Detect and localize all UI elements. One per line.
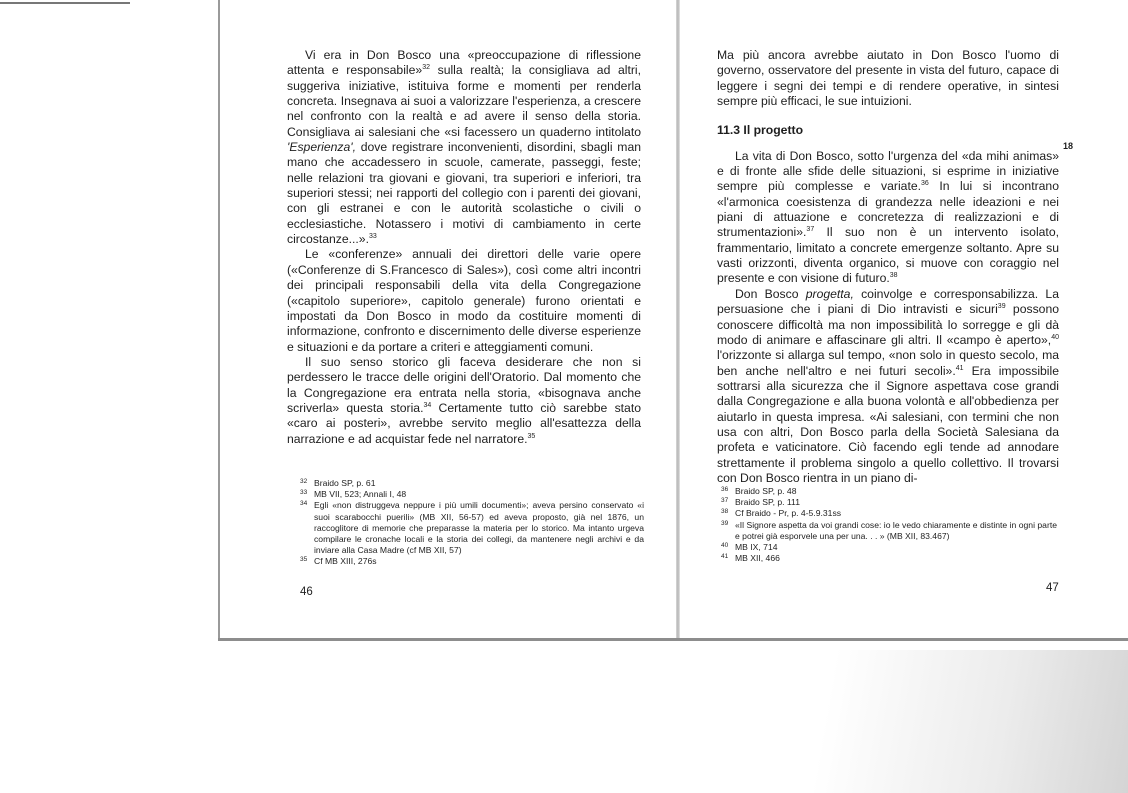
footnote xyxy=(300,478,644,489)
footnote-text: Braido SP, p. 61 xyxy=(314,478,376,488)
paragraph: Don Bosco progetta, coinvolge e corresponsabilizza. La persuasione che i piani di Dio intravisti e sicuri$^{39}$ possono conoscere difficoltà ma non impossibilità lo sorregge e gli dà modo di animare e affascinare gli altri. Il «campo è aperto»,$^{40}$ l'orizzonte si allarga sul tempo, «non solo in questo secolo, ma ben anche nell'altro e nei futuri secoli».$^{41}$ Era impossibile sottrarsi alla sicurezza che il Signore aspettava cose grandi dalla Congregazione e alla buona volontà e all'obbedienza per aiutarlo in questa impresa. «Ai salesiani, con termini che non usa con altri, Don Bosco parla della Società Salesiana da profeta e vaticinatore. Ciò facendo egli tende ad annodare strettamente il problema singolo a quello collettivo. Il trovarsi con Don Bosco rientra in un piano di- xyxy=(717,286,1059,485)
footnote xyxy=(721,542,1057,553)
footnote-ref: 36 xyxy=(921,180,929,188)
footnote-number: 38 xyxy=(721,508,729,516)
footnote-number: 33 xyxy=(300,489,308,497)
footnote-ref: 39 xyxy=(997,303,1006,311)
scan-edge-line xyxy=(0,2,130,4)
footnote-text: Cf Braido - Pr, p. 4-5.9.31ss xyxy=(735,508,842,519)
paragraph: Vi era in Don Bosco una «preoccupazione di riflessione attenta e responsabile»$^{32}$ sulla realtà; la consigliava ad altri, suggeriva iniziative, istituiva forme e momenti per renderla concreta. Insegnava ai suoi a valorizzare l'esperienza, a crescere nel confronto con la realtà e ad avere il senso della storia. Consigliava ai salesiani che «si facessero un quaderno intitolato 'Esperienza', dove registrare inconvenienti, disordini, sbagli man mano che accadessero in scuole, camerate, passeggi, feste; nelle relazioni tra giovani e giovani, tra superiori e inferiori, tra superiori stessi; nei rapporti del collegio con i parenti dei giovani, con gli estranei e con le autorità scolastiche o civili o ecclesiastiche. Notassero i motivi di cambiamento in certe circostanze...».$^{33}$ xyxy=(287,48,641,247)
left-page-footnotes xyxy=(300,478,644,568)
footnote-ref: 40 xyxy=(1051,333,1059,341)
footnote-number: 36 xyxy=(721,486,729,493)
footnote-number: 34 xyxy=(300,500,308,508)
footnote xyxy=(721,520,1057,542)
right-page-body xyxy=(717,48,1059,486)
footnote-text: MB VII, 523; Annali I, 48 xyxy=(314,489,407,500)
footnote-text: Braido SP, p. 111 xyxy=(735,497,800,508)
footnote-number: 40 xyxy=(721,542,729,550)
footnote-number: 35 xyxy=(300,556,308,564)
footnote xyxy=(300,500,644,556)
page-left-edge xyxy=(218,0,220,640)
right-page-footnotes xyxy=(721,486,1057,564)
page-bottom-edge xyxy=(218,638,1128,641)
footnote-text: MB XII, 466 xyxy=(735,553,780,564)
book-gutter xyxy=(676,0,680,640)
footnote-ref: 41 xyxy=(955,364,964,372)
footnote-ref: 35 xyxy=(527,432,536,440)
section-heading: 11.3 Il progetto xyxy=(717,123,804,138)
emphasis: 'Esperienza', xyxy=(287,140,357,155)
footnote-number: 32 xyxy=(300,478,308,485)
footnote xyxy=(721,497,1057,508)
scan-shadow xyxy=(700,650,1128,793)
footnote-text: «Il Signore aspetta da voi grandi cose: io le vedo chiaramente e distinte in ogni parte e potrei già esporvele una per una. . . » (MB XII, 83.467) xyxy=(735,519,1057,541)
margin-note: 18 xyxy=(1063,141,1074,151)
footnote xyxy=(300,489,644,500)
footnote xyxy=(721,508,1057,519)
page-number-left: 46 xyxy=(300,586,313,598)
paragraph: Le «conferenze» annuali dei direttori delle varie opere («Conferenze di S.Francesco di Sales»), così come altri incontri dei principali responsabili della vita della Congregazione («capitolo superiore», capitolo generale) furono orientati e impostati da Don Bosco in modo da costituire momenti di informazione, confronto e discernimento delle diverse esperienze e situazioni e da portare a criteri e atteggiamenti comuni. xyxy=(287,247,641,354)
footnote-text: MB IX, 714 xyxy=(735,542,778,553)
footnote-number: 41 xyxy=(721,553,729,561)
footnote-text: Cf MB XIII, 276s xyxy=(314,556,377,567)
left-page-body xyxy=(287,48,641,447)
footnote-text: Egli «non distruggeva neppure i più umili documenti»; aveva persino conservato «i suoi scarabocchi puerili» (MB XII, 56-57) ed aveva proposto, già nel 1876, un raccoglitore di memorie che preparasse la materia per lo storico. Ma intanto urgeva compilare le cronache locali e la storia dei collegi, da mantenere negli archivi e da inviare alla Casa Madre (cf MB XII, 57) xyxy=(314,500,644,556)
footnote-ref: 37 xyxy=(806,226,815,234)
emphasis: progetta, xyxy=(805,286,854,301)
footnote-number: 39 xyxy=(721,519,729,527)
footnote xyxy=(721,486,1057,497)
footnote-ref: 38 xyxy=(889,272,898,280)
footnote-ref: 33 xyxy=(368,233,377,241)
footnote xyxy=(300,556,644,567)
paragraph: La vita di Don Bosco, sotto l'urgenza del «da mihi animas» e di fronte alle sfide delle situazioni, si esprime in iniziative sempre più complesse e variate.$^{36}$ In lui si incontrano «l'armonica coesistenza di grandezza nelle ideazioni e nei piani di attuazione e concretezza di realizzazioni e di strumentazioni».$^{37}$ Il suo non è un intervento isolato, frammentario, limitato a concrete emergenze soltanto. Apre su vasti orizzonti, diventa organico, si muove con coraggio nel presente e con visione di futuro.$^{38}$ xyxy=(717,148,1059,286)
footnote-ref: 34 xyxy=(423,401,432,409)
footnote xyxy=(721,553,1057,564)
footnote-number: 37 xyxy=(721,497,729,505)
page-number-right: 47 xyxy=(1046,582,1059,594)
footnote-text: Braido SP, p. 48 xyxy=(735,486,797,496)
footnote-ref: 32 xyxy=(422,64,430,72)
paragraph: Ma più ancora avrebbe aiutato in Don Bosco l'uomo di governo, osservatore del presente in vista del futuro, capace di leggere i segni dei tempi e di rendere operative, in sintesi sempre più efficaci, le sue intuizioni. xyxy=(717,48,1059,109)
paragraph: Il suo senso storico gli faceva desiderare che non si perdessero le tracce delle origini dell'Oratorio. Dal momento che la Congregazione era entrata nella storia, «bisognava anche scriverla» questa storia.$^{34}$ Certamente tutto ciò sarebbe stato «caro ai posteri», avrebbe servito meglio all'esattezza della narrazione e ad acquistar fede nel narratore.$^{35}$ xyxy=(287,354,641,446)
